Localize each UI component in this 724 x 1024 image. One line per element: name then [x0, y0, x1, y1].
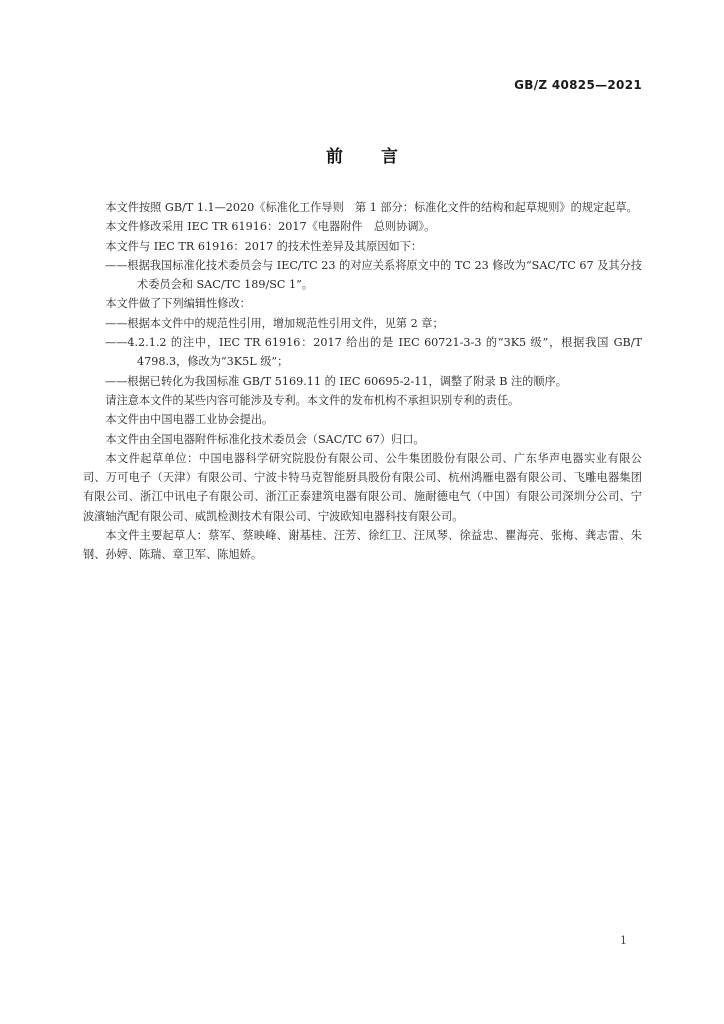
- paragraph-drafting-rules: 本文件按照 GB/T 1.1—2020《标准化工作导则 第 1 部分：标准化文件的结构和起草规则》的规定起草。: [105, 201, 638, 214]
- list-item-technical-difference: ——根据我国标准化技术委员会与 IEC/TC 23 的对应关系将原文中的 TC 23 修改为“SAC/TC 67 及其分技术委员会和 SAC/TC 189/SC 1”。: [105, 258, 642, 292]
- paragraph-technical-differences: 本文件与 IEC TR 61916：2017 的技术性差异及其原因如下：: [105, 239, 423, 253]
- paragraph-technical-committee: 本文件由全国电器附件标准化技术委员会（SAC/TC 67）归口。: [105, 432, 425, 446]
- header-rule: [82, 96, 642, 97]
- page-number: 1: [620, 934, 627, 947]
- paragraph-editorial-changes: 本文件做了下列编辑性修改：: [105, 297, 251, 311]
- paragraph-patent-notice: 请注意本文件的某些内容可能涉及专利。本文件的发布机构不承担识别专利的责任。: [105, 393, 520, 407]
- paragraph-drafting-organizations: 本文件起草单位：中国电器科学研究院股份有限公司、公牛集团股份有限公司、广东华声电器实业有限公司、万可电子（天津）有限公司、宁波卡特马克智能厨具股份有限公司、杭州鸿雁电器有限公司、飞雕电器集团有限公司、浙江中讯电子有限公司、浙江正泰建筑电器有限公司、施耐德电气（中国）有限公司深圳分公司、宁波濱轴汽配有限公司、威凯检测技术有限公司、宁波欧知电器科技有限公司。: [83, 451, 642, 523]
- list-item-editorial-change: ——根据本文件中的规范性引用，增加规范性引用文件，见第 2 章；: [105, 316, 444, 330]
- paragraph-adoption: 本文件修改采用 IEC TR 61916：2017《电器附件 总则协调》。: [105, 220, 436, 234]
- list-item-editorial-change: ——根据已转化为我国标准 GB/T 5169.11 的 IEC 60695-2-11，调整了附录 B 注的顺序。: [105, 374, 567, 388]
- body-text: [83, 198, 642, 565]
- paragraph-drafters: 本文件主要起草人：蔡军、蔡映峰、谢基桂、汪芳、徐红卫、汪凤琴、徐益忠、瞿海亮、张梅、龚志雷、朱钢、孙婷、陈瑞、章卫军、陈旭娇。: [83, 529, 642, 562]
- list-item-editorial-change: ——4.2.1.2 的注中，IEC TR 61916：2017 给出的是 IEC 60721-3-3 的“3K5 级”，根据我国 GB/T 4798.3，修改为“3K5L 级”；: [105, 336, 642, 369]
- standard-number: GB/Z 40825—2021: [514, 78, 642, 92]
- page-title: 前言: [326, 147, 436, 167]
- paragraph-proposer: 本文件由中国电器工业协会提出。: [105, 413, 274, 427]
